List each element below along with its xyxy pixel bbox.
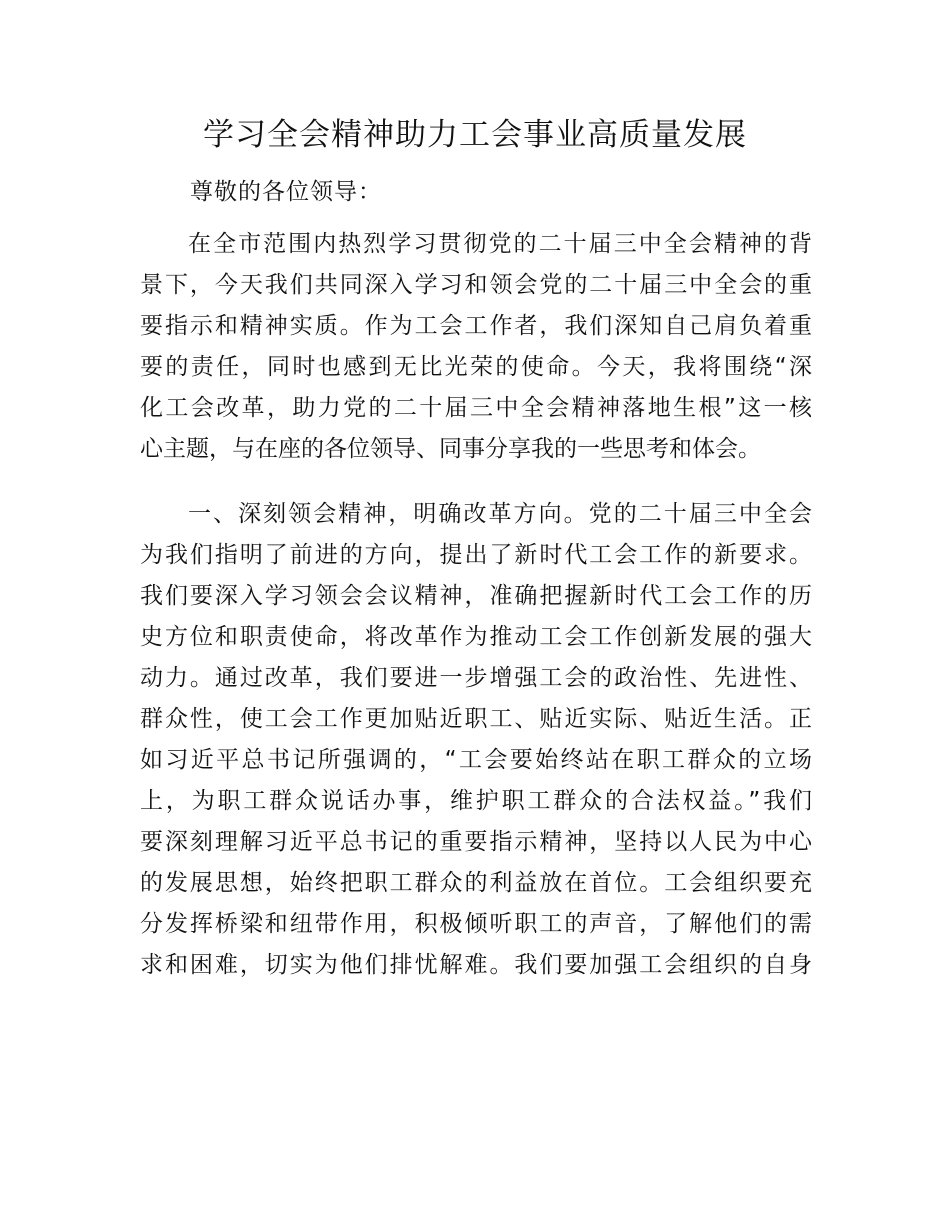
paragraph-line: 史方位和职责使命，将改革作为推动工会工作创新发展的强大: [140, 624, 812, 650]
paragraph-line: 如习近平总书记所强调的，“工会要始终站在职工群众的立场: [140, 747, 812, 773]
paragraph-line: 动力。通过改革，我们要进一步增强工会的政治性、先进性、: [140, 665, 812, 691]
paragraph-line: 求和困难，切实为他们排忧解难。我们要加强工会组织的自身: [140, 952, 812, 978]
salutation: 尊敬的各位领导：: [190, 179, 382, 205]
paragraph-line: 要的责任，同时也感到无比光荣的使命。今天，我将围绕“深: [140, 354, 812, 380]
paragraph-line: 景下，今天我们共同深入学习和领会党的二十届三中全会的重: [140, 272, 812, 298]
paragraph-line: 要深刻理解习近平总书记的重要指示精神，坚持以人民为中心: [140, 829, 812, 855]
paragraph-line: 在全市范围内热烈学习贯彻党的二十届三中全会精神的背: [188, 231, 812, 257]
paragraph-line: 要指示和精神实质。作为工会工作者，我们深知自己肩负着重: [140, 313, 812, 339]
paragraph-line: 分发挥桥梁和纽带作用，积极倾听职工的声音，了解他们的需: [140, 911, 812, 937]
document-title: 学习全会精神助力工会事业高质量发展: [203, 117, 747, 153]
paragraph-line: 为我们指明了前进的方向，提出了新时代工会工作的新要求。: [140, 542, 812, 568]
paragraph-line: 群众性，使工会工作更加贴近职工、贴近实际、贴近生活。正: [140, 706, 812, 732]
paragraph-line: 一、深刻领会精神，明确改革方向。党的二十届三中全会: [188, 501, 812, 527]
paragraph-line: 化工会改革，助力党的二十届三中全会精神落地生根”这一核: [140, 395, 812, 421]
paragraph-section-one: [140, 494, 812, 986]
paragraph-line: 上，为职工群众说话办事，维护职工群众的合法权益。”我们: [140, 788, 812, 814]
paragraph-intro: [140, 224, 812, 470]
paragraph-line: 心主题，与在座的各位领导、同事分享我的一些思考和体会。: [140, 436, 761, 462]
paragraph-line: 的发展思想，始终把职工群众的利益放在首位。工会组织要充: [140, 870, 812, 896]
paragraph-line: 我们要深入学习领会会议精神，准确把握新时代工会工作的历: [140, 583, 812, 609]
